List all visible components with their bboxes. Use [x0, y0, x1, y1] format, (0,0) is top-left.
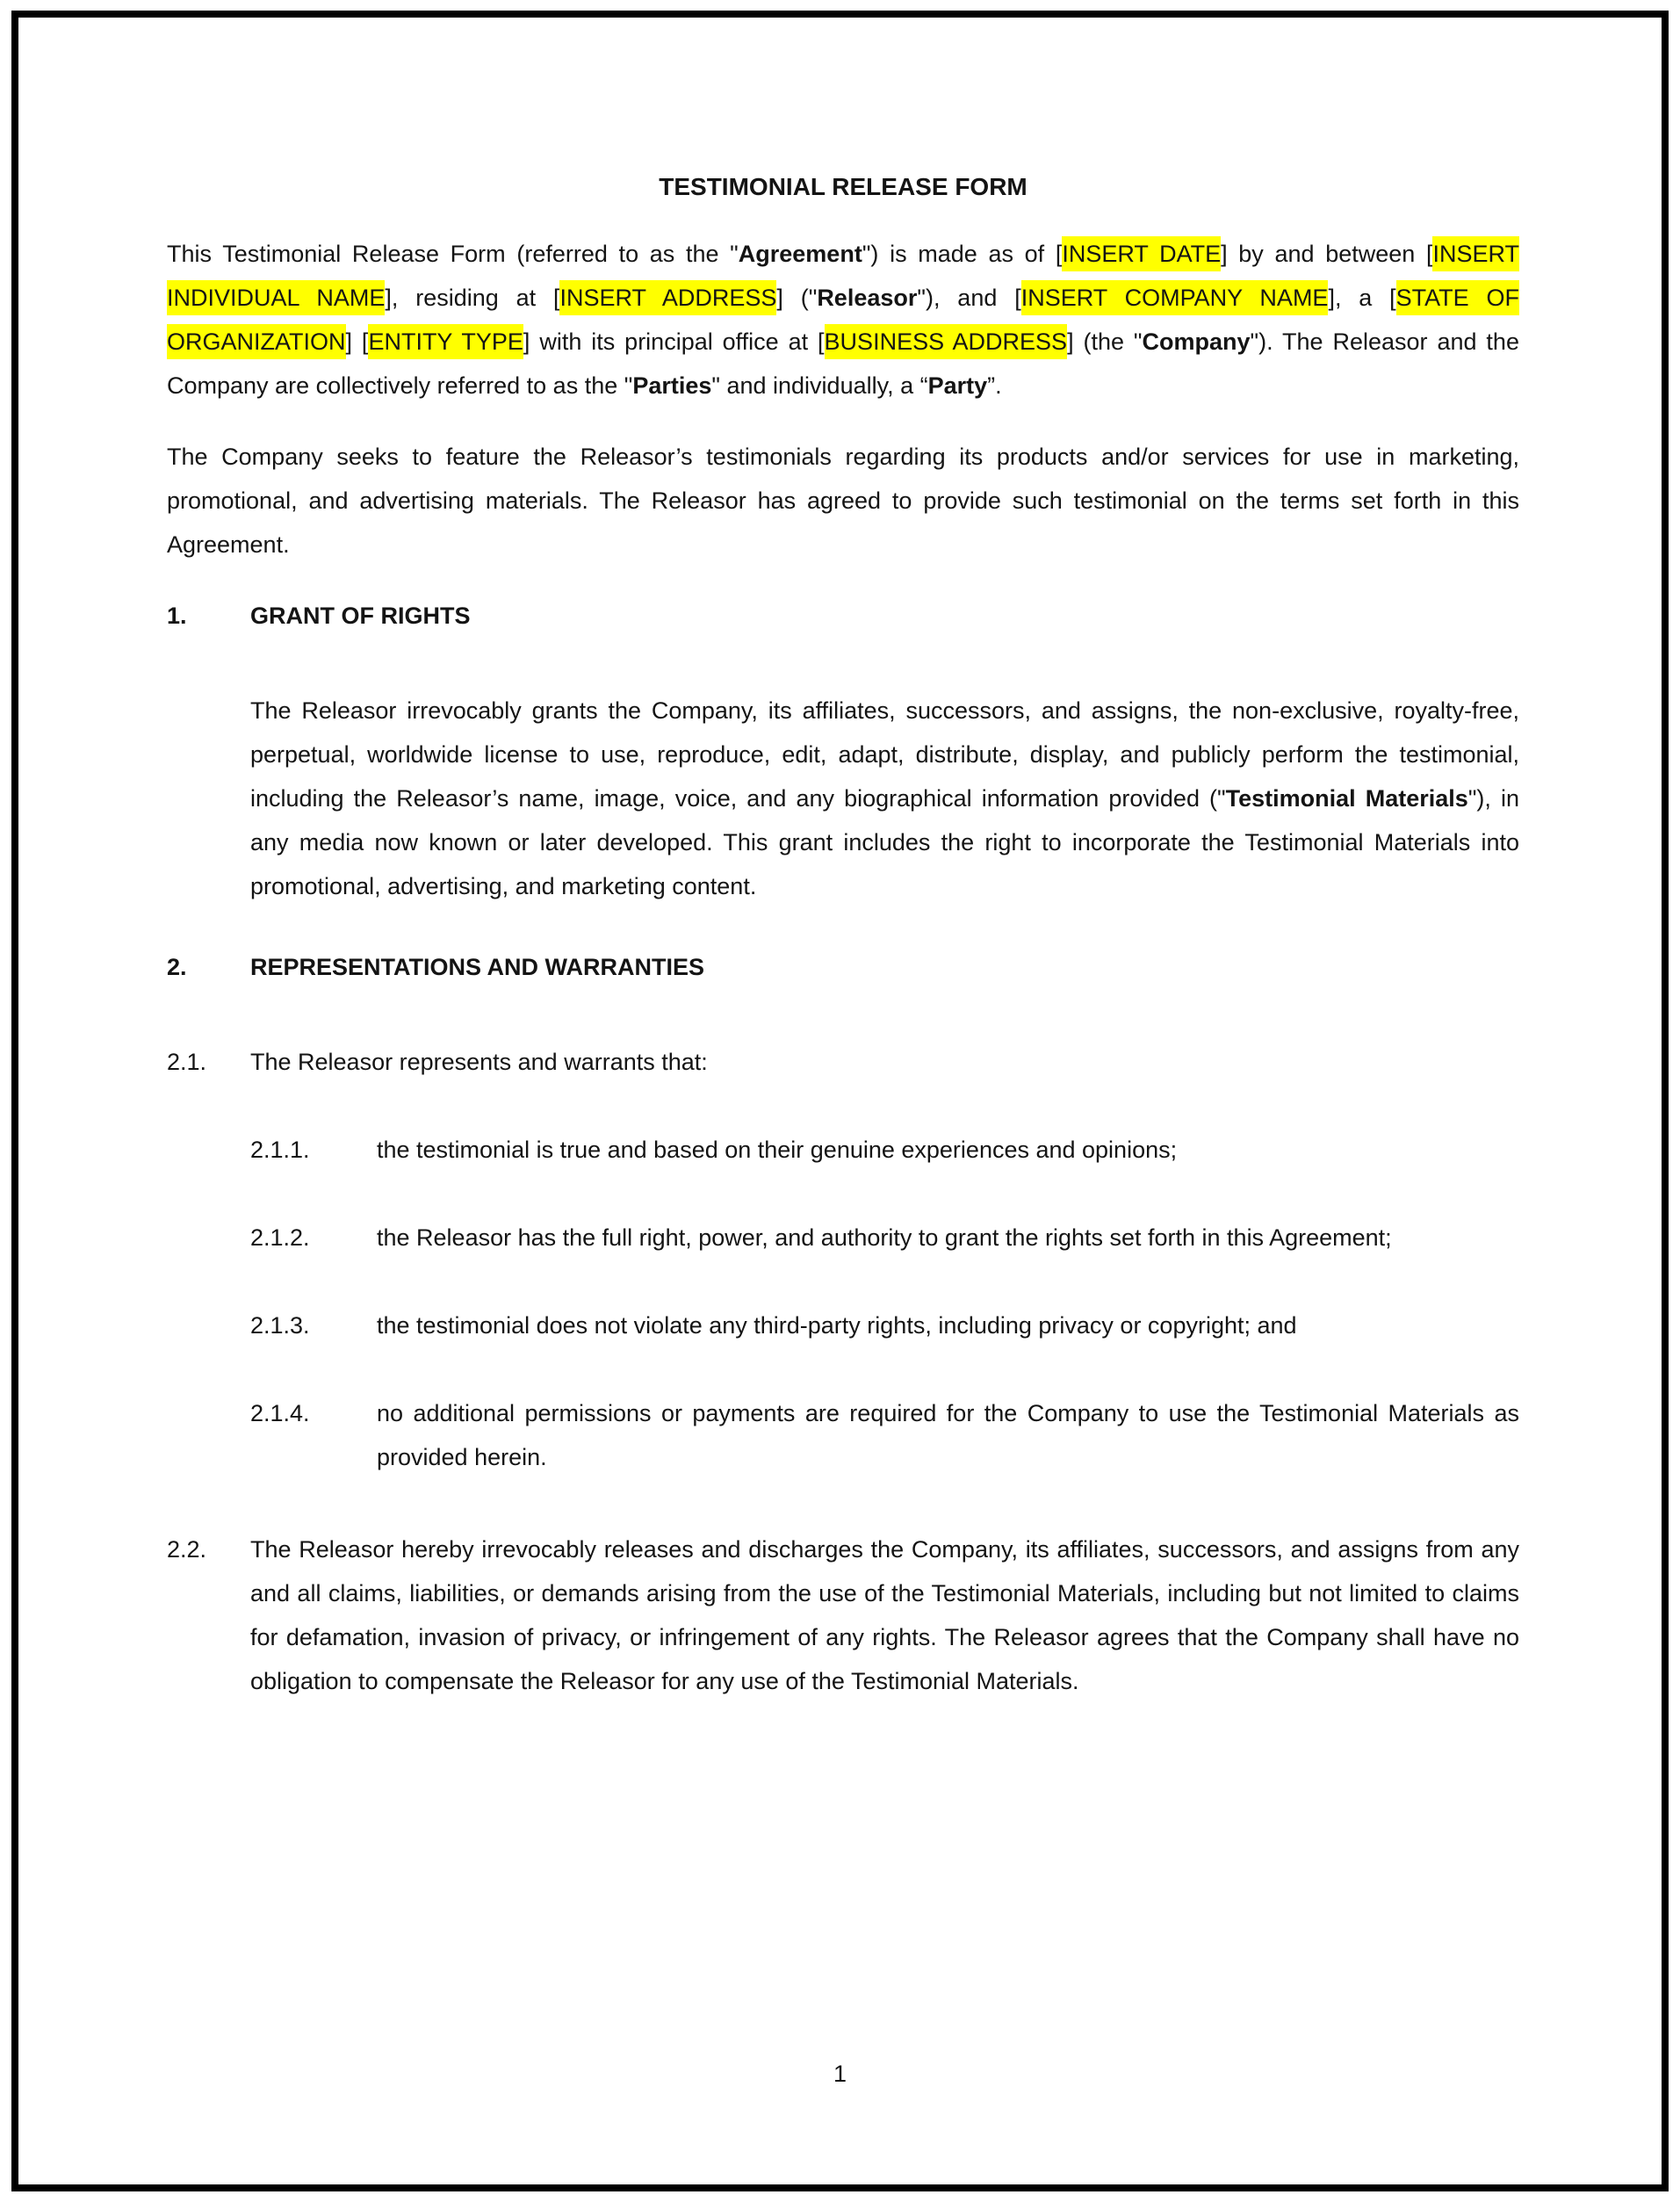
subsection-2-1-text: The Releasor represents and warrants that: [250, 1049, 708, 1075]
list-item-2-1-3-text: the testimonial does not violate any third-party rights, including privacy or copyright; and [377, 1312, 1297, 1339]
section-2-heading-row [167, 945, 1519, 989]
list-item-2-1-2-text: the Releasor has the full right, power, and authority to grant the rights set forth in this Agreement; [377, 1224, 1392, 1251]
section-1-number: 1. [167, 603, 187, 629]
section-1-heading-row [167, 594, 1519, 638]
list-item-2-1-4-number: 2.1.4. [250, 1400, 310, 1426]
list-item-2-1-3-number: 2.1.3. [250, 1312, 310, 1339]
intro-paragraph: This Testimonial Release Form (referred to as the "Agreement") is made as of [INSERT DATE] by and between [INSERT INDIVIDUAL NAME], residing at [INSERT ADDRESS] ("Releasor"), and [INSERT COMPANY NAME], a [STATE OF ORGANIZATION] [ENTITY TYPE] with its principal office at [BUSINESS ADDRESS] (the "Company"). The Releasor and the Company are collectively referred to as the "Parties" and individually, a “Party”. [167, 232, 1519, 408]
page-number: 1 [833, 2061, 847, 2087]
section-2-number: 2. [167, 954, 187, 980]
section-2-heading: REPRESENTATIONS AND WARRANTIES [250, 954, 705, 980]
purpose-paragraph: The Company seeks to feature the Releasor’s testimonials regarding its products and/or services for use in marketing, promotional, and advertising materials. The Releasor has agreed to provide such testimonial on the terms set forth in this Agreement. [167, 444, 1519, 558]
subsection-2-1-number: 2.1. [167, 1049, 207, 1075]
list-item-2-1-3 [250, 1303, 1519, 1347]
subsection-2-1-row [167, 1040, 1519, 1084]
list-item-2-1-4-text: no additional permissions or payments are required for the Company to use the Testimonial Materials as provided herein. [377, 1400, 1519, 1470]
document-title: TESTIMONIAL RELEASE FORM [659, 173, 1027, 200]
list-item-2-1-1-text: the testimonial is true and based on their genuine experiences and opinions; [377, 1137, 1178, 1163]
list-item-2-1-1 [250, 1128, 1519, 1172]
document-content [167, 165, 1519, 1747]
list-item-2-1-1-number: 2.1.1. [250, 1137, 310, 1163]
list-item-2-1-2-number: 2.1.2. [250, 1224, 310, 1251]
section-1-heading: GRANT OF RIGHTS [250, 603, 471, 629]
subsection-2-2-text: The Releasor hereby irrevocably releases and discharges the Company, its affiliates, successors, and assigns from any and all claims, liabilities, or demands arising from the use of the Testimonial Materials, including but not limited to claims for defamation, invasion of privacy, or infringement of any rights. The Releasor agrees that the Company shall have no obligation to compensate the Releasor for any use of the Testimonial Materials. [250, 1536, 1519, 1694]
list-item-2-1-2 [250, 1216, 1519, 1260]
section-1-body: The Releasor irrevocably grants the Company, its affiliates, successors, and assigns, the non-exclusive, royalty-free, perpetual, worldwide license to use, reproduce, edit, adapt, distribute, display, and publicly perform the testimonial, including the Releasor’s name, image, voice, and any biographical information provided ("Testimonial Materials"), in any media now known or later developed. This grant includes the right to incorporate the Testimonial Materials into promotional, advertising, and marketing content. [250, 697, 1519, 899]
subsection-2-2-row [167, 1527, 1519, 1703]
list-item-2-1-4 [250, 1391, 1519, 1479]
subsection-2-2-number: 2.2. [167, 1536, 207, 1563]
